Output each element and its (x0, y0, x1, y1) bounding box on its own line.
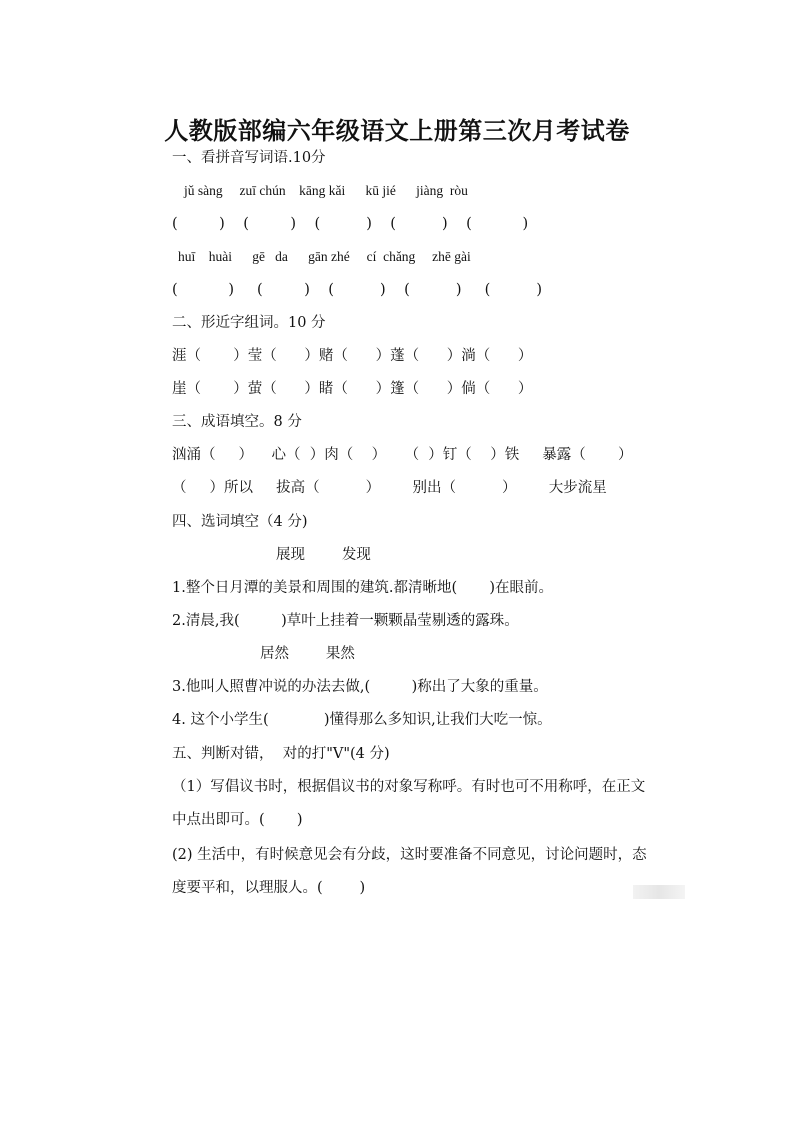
section-3-heading: 三、成语填空。8 分 (172, 414, 302, 430)
question-4-2: 2.清晨,我( )草叶上挂着一颗颗晶莹剔透的露珠。 (172, 613, 519, 629)
word-choices-2: 居然 果然 (260, 646, 355, 662)
idiom-row-1: 汹涌（ ） 心（ ）肉（ ） （ ）钉（ ）铁 暴露（ ） (172, 447, 633, 463)
section-2-heading: 二、形近字组词。10 分 (172, 315, 326, 331)
answer-blanks-row-2: ( ) ( ) ( ) ( ) ( ) (172, 282, 542, 298)
question-5-1-line-2: 中点出即可。( ) (172, 812, 303, 828)
word-choices-1: 展现 发现 (276, 547, 371, 563)
similar-chars-row-1: 涯（ ）莹（ ）赌（ ）蓬（ ）淌（ ） (172, 348, 533, 364)
section-4-heading: 四、选词填空（4 分) (172, 514, 308, 530)
similar-chars-row-2: 崖（ ）萤（ ）睹（ ）篷（ ）倘（ ） (172, 381, 533, 397)
question-5-2-line-1: (2) 生活中，有时候意见会有分歧，这时要准备不同意见，讨论问题时，态 (172, 847, 647, 863)
pinyin-row-2: huī huài gē da gān zhé cí chǎng zhē gài (178, 249, 471, 264)
question-4-3: 3.他叫人照曹冲说的办法去做,( )称出了大象的重量。 (172, 679, 548, 695)
pinyin-row-1: jǔ sàng zuī chún kāng kǎi kū jié jiàng ròu (184, 183, 468, 198)
answer-blanks-row-1: ( ) ( ) ( ) ( ) ( ) (172, 216, 529, 232)
question-4-4: 4. 这个小学生( )懂得那么多知识,让我们大吃一惊。 (172, 712, 552, 728)
idiom-row-2: （ ）所以 拔高（ ） 别出（ ） 大步流星 (172, 480, 607, 496)
section-1-heading: 一、看拼音写词语.10分 (172, 150, 326, 166)
question-5-1-line-1: （1）写倡议书时，根据倡议书的对象写称呼。有时也可不用称呼，在正文 (172, 779, 646, 795)
question-4-1: 1.整个日月潭的美景和周围的建筑.都清晰地( )在眼前。 (172, 580, 554, 596)
exam-title: 人教版部编六年级语文上册第三次月考试卷 (164, 116, 630, 145)
section-5-heading: 五、判断对错， 对的打"V"(4 分) (172, 746, 390, 762)
question-5-2-line-2: 度要平和，以理服人。( ) (172, 880, 366, 896)
scan-smudge (633, 885, 685, 899)
